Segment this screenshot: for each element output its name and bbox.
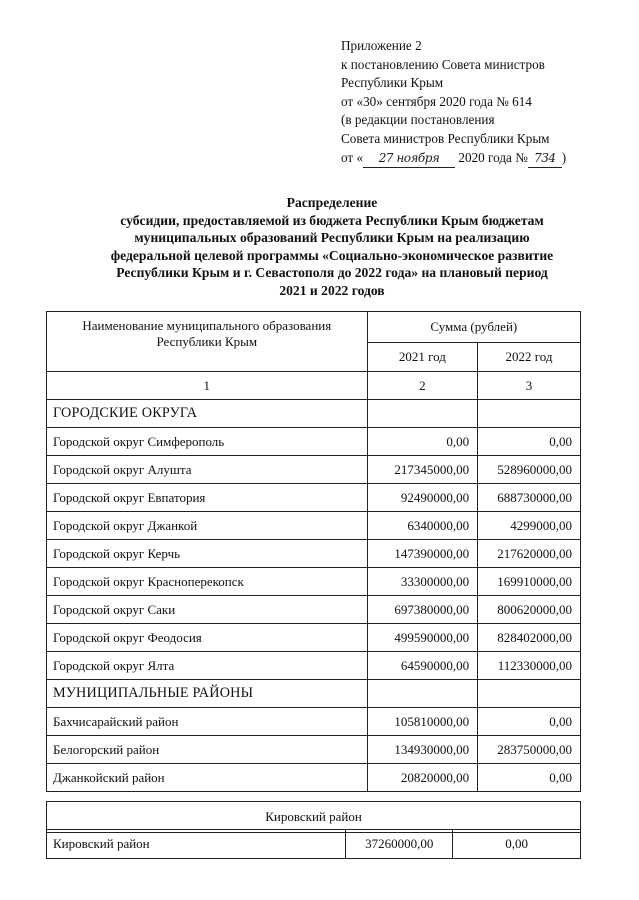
handwritten-number: 734	[528, 149, 562, 169]
continuation-table	[46, 829, 581, 859]
column-number: 1	[47, 372, 368, 400]
title-line: муниципальных образований Республики Крым на реализацию	[134, 230, 530, 246]
appendix-line: Республики Крым	[341, 75, 444, 91]
appendix-middle: 2020 года №	[458, 149, 528, 165]
header-year-2022: 2022 год	[478, 343, 581, 372]
header-year-2021: 2021 год	[367, 343, 477, 372]
amount-2022: 828402000,00	[478, 624, 581, 652]
appendix-prefix: от «	[341, 149, 364, 165]
amount-2022: 0,00	[478, 708, 581, 736]
amount-2022: 283750000,00	[478, 736, 581, 764]
header-sum-cell: Сумма (рублей)	[367, 312, 580, 343]
section-title: МУНИЦИПАЛЬНЫЕ РАЙОНЫ	[47, 680, 368, 708]
appendix-signature-line	[341, 149, 631, 169]
amount-2022: 112330000,00	[478, 652, 581, 680]
amount-2022: 217620000,00	[478, 540, 581, 568]
appendix-line: от «30» сентября 2020 года № 614	[341, 93, 532, 109]
amount-2021: 20820000,00	[367, 764, 477, 792]
table-row	[47, 428, 581, 456]
table-row	[47, 708, 581, 736]
amount-2021: 147390000,00	[367, 540, 477, 568]
appendix-header	[341, 37, 631, 168]
amount-2022: 0,00	[453, 830, 581, 859]
amount-2021: 6340000,00	[367, 512, 477, 540]
amount-2021: 105810000,00	[367, 708, 477, 736]
appendix-line: к постановлению Совета министров	[341, 56, 545, 72]
amount-2021: 37260000,00	[346, 830, 453, 859]
amount-2022: 4299000,00	[478, 512, 581, 540]
table-row	[47, 540, 581, 568]
table-row	[47, 596, 581, 624]
continuation-header: Кировский район	[47, 802, 581, 833]
table-row	[47, 624, 581, 652]
amount-2021: 499590000,00	[367, 624, 477, 652]
title-line: федеральной целевой программы «Социально-экономическое развитие	[110, 247, 554, 263]
municipality-name: Городской округ Феодосия	[47, 624, 368, 652]
amount-2021: 217345000,00	[367, 456, 477, 484]
municipality-name: Белогорский район	[47, 736, 368, 764]
municipality-name: Городской округ Ялта	[47, 652, 368, 680]
title-line: субсидии, предоставляемой из бюджета Республики Крым бюджетам	[120, 212, 544, 228]
amount-2021: 64590000,00	[367, 652, 477, 680]
municipality-name: Городской округ Евпатория	[47, 484, 368, 512]
amount-2022: 528960000,00	[478, 456, 581, 484]
municipality-name: Городской округ Керчь	[47, 540, 368, 568]
amount-2021: 92490000,00	[367, 484, 477, 512]
amount-2022: 169910000,00	[478, 568, 581, 596]
municipality-name: Городской округ Джанкой	[47, 512, 368, 540]
section-row	[47, 680, 581, 708]
column-number: 3	[478, 372, 581, 400]
table-row	[47, 736, 581, 764]
municipality-name: Городской округ Симферополь	[47, 428, 368, 456]
column-numbers-row	[47, 372, 581, 400]
municipality-name: Городской округ Красноперекопск	[47, 568, 368, 596]
amount-2022: 0,00	[478, 428, 581, 456]
municipality-name: Джанкойский район	[47, 764, 368, 792]
amount-2021: 33300000,00	[367, 568, 477, 596]
table-row	[47, 512, 581, 540]
document-title	[34, 194, 630, 300]
title-line: 2021 и 2022 годов	[279, 282, 385, 298]
amount-2022: 0,00	[478, 764, 581, 792]
title-line: Республики Крым и г. Севастополя до 2022 года» на плановый период	[116, 265, 548, 281]
table-row	[47, 764, 581, 792]
table-row	[47, 484, 581, 512]
header-name-cell: Наименование муниципального образования Республики Крым	[47, 312, 368, 372]
municipality-name: Городской округ Алушта	[47, 456, 368, 484]
column-number: 2	[367, 372, 477, 400]
appendix-suffix: )	[561, 149, 567, 165]
section-row	[47, 400, 581, 428]
table-row	[47, 652, 581, 680]
title-line: Распределение	[286, 195, 378, 210]
appendix-line: (в редакции постановления	[341, 112, 495, 128]
amount-2022: 800620000,00	[478, 596, 581, 624]
amount-2022: 688730000,00	[478, 484, 581, 512]
amount-2021: 697380000,00	[367, 596, 477, 624]
appendix-line: Совета министров Республики Крым	[341, 130, 550, 146]
amount-2021: 134930000,00	[367, 736, 477, 764]
subsidy-table	[46, 311, 581, 792]
table-row	[47, 456, 581, 484]
table-row	[47, 568, 581, 596]
handwritten-date: 27 ноября	[363, 149, 455, 169]
municipality-name: Кировский район	[47, 830, 346, 859]
table-row	[47, 830, 581, 859]
amount-2021: 0,00	[367, 428, 477, 456]
appendix-line: Приложение 2	[341, 38, 422, 53]
section-title: ГОРОДСКИЕ ОКРУГА	[47, 400, 368, 428]
municipality-name: Городской округ Саки	[47, 596, 368, 624]
municipality-name: Бахчисарайский район	[47, 708, 368, 736]
